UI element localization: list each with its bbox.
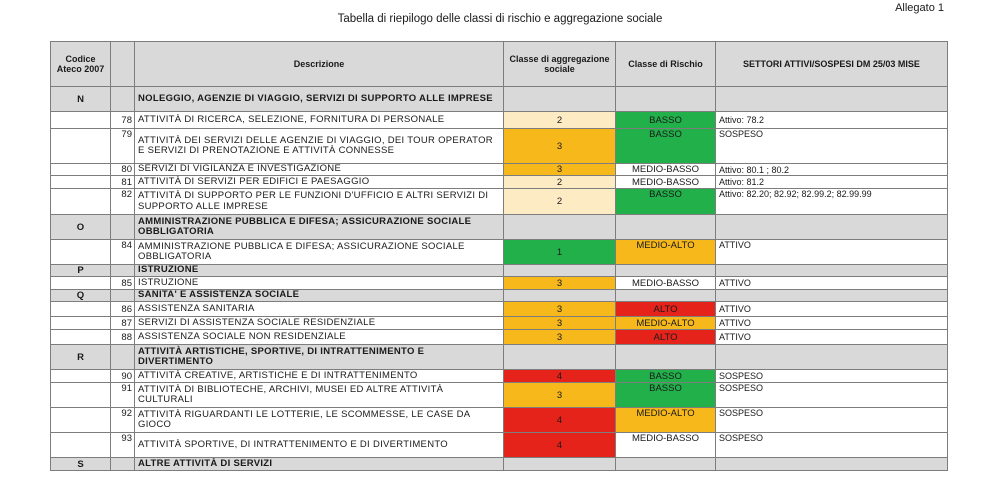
settori-cell: SOSPESO <box>716 370 948 383</box>
risk-class-cell: MEDIO-ALTO <box>616 240 716 265</box>
settori-cell: Attivo: 80.1 ; 80.2 <box>716 164 948 176</box>
header-rischio: Classe di Rischio <box>616 42 716 87</box>
row-ateco-number: 82 <box>111 189 135 215</box>
row-code-empty <box>51 383 111 408</box>
row-code-empty <box>51 408 111 433</box>
row-description: ATTIVITÀ DEI SERVIZI DELLE AGENZIE DI VIAGGIO, DEI TOUR OPERATOR E SERVIZI DI PRENOTAZIONE E ATTIVITÀ CONNESSE <box>135 129 504 164</box>
row-description: ISTRUZIONE <box>135 277 504 290</box>
section-spacer <box>111 458 135 471</box>
section-settori-empty <box>716 345 948 370</box>
section-risk-empty <box>616 345 716 370</box>
risk-class-cell: ALTO <box>616 302 716 317</box>
aggregation-class-cell: 3 <box>504 317 616 330</box>
table-row <box>51 330 948 345</box>
row-description: ATTIVITÀ DI BIBLIOTECHE, ARCHIVI, MUSEI ED ALTRE ATTIVITÀ CULTURALI <box>135 383 504 408</box>
settori-cell: ATTIVO <box>716 317 948 330</box>
section-code: S <box>51 458 111 471</box>
row-ateco-number: 87 <box>111 317 135 330</box>
row-ateco-number: 78 <box>111 112 135 129</box>
table-body <box>51 87 948 471</box>
section-code: P <box>51 265 111 277</box>
settori-cell: SOSPESO <box>716 408 948 433</box>
table-row <box>51 408 948 433</box>
row-description: ATTIVITÀ CREATIVE, ARTISTICHE E DI INTRATTENIMENTO <box>135 370 504 383</box>
table-header-row <box>51 42 948 87</box>
table-row <box>51 112 948 129</box>
section-risk-empty <box>616 87 716 112</box>
risk-class-cell: BASSO <box>616 383 716 408</box>
allegato-label: Allegato 1 <box>895 2 944 14</box>
section-spacer <box>111 87 135 112</box>
header-spacer <box>111 42 135 87</box>
row-description: ASSISTENZA SOCIALE NON RESIDENZIALE <box>135 330 504 345</box>
row-description: ATTIVITÀ DI SERVIZI PER EDIFICI E PAESAGGIO <box>135 176 504 189</box>
aggregation-class-cell: 3 <box>504 330 616 345</box>
settori-cell: SOSPESO <box>716 433 948 458</box>
page-title: Tabella di riepilogo delle classi di rischio e aggregazione sociale <box>337 13 663 25</box>
section-code: R <box>51 345 111 370</box>
aggregation-class-cell: 3 <box>504 383 616 408</box>
section-title: NOLEGGIO, AGENZIE DI VIAGGIO, SERVIZI DI SUPPORTO ALLE IMPRESE <box>135 87 504 112</box>
risk-class-cell: BASSO <box>616 370 716 383</box>
aggregation-class-cell: 2 <box>504 189 616 215</box>
row-code-empty <box>51 317 111 330</box>
settori-cell: Attivo: 82.20; 82.92; 82.99.2; 82.99.99 <box>716 189 948 215</box>
risk-class-cell: ALTO <box>616 330 716 345</box>
section-code: N <box>51 87 111 112</box>
section-risk-empty <box>616 215 716 240</box>
aggregation-class-cell: 3 <box>504 277 616 290</box>
section-agg-empty <box>504 215 616 240</box>
row-ateco-number: 85 <box>111 277 135 290</box>
header-codice: Codice Ateco 2007 <box>51 42 111 87</box>
header-settori: SETTORI ATTIVI/SOSPESI DM 25/03 MISE <box>716 42 948 87</box>
aggregation-class-cell: 4 <box>504 408 616 433</box>
section-code: Q <box>51 290 111 302</box>
row-code-empty <box>51 129 111 164</box>
row-ateco-number: 90 <box>111 370 135 383</box>
row-ateco-number: 81 <box>111 176 135 189</box>
section-title: AMMINISTRAZIONE PUBBLICA E DIFESA; ASSICURAZIONE SOCIALE OBBLIGATORIA <box>135 215 504 240</box>
table-row <box>51 383 948 408</box>
section-row <box>51 265 948 277</box>
table-row <box>51 129 948 164</box>
section-risk-empty <box>616 458 716 471</box>
section-settori-empty <box>716 265 948 277</box>
table-row <box>51 277 948 290</box>
row-code-empty <box>51 240 111 265</box>
section-row <box>51 87 948 112</box>
aggregation-class-cell: 2 <box>504 176 616 189</box>
section-agg-empty <box>504 290 616 302</box>
section-spacer <box>111 215 135 240</box>
row-description: AMMINISTRAZIONE PUBBLICA E DIFESA; ASSICURAZIONE SOCIALE OBBLIGATORIA <box>135 240 504 265</box>
settori-cell: Attivo: 81.2 <box>716 176 948 189</box>
row-description: ATTIVITÀ SPORTIVE, DI INTRATTENIMENTO E DI DIVERTIMENTO <box>135 433 504 458</box>
row-ateco-number: 91 <box>111 383 135 408</box>
section-settori-empty <box>716 290 948 302</box>
table-row <box>51 240 948 265</box>
settori-cell: ATTIVO <box>716 240 948 265</box>
row-description: ASSISTENZA SANITARIA <box>135 302 504 317</box>
row-ateco-number: 84 <box>111 240 135 265</box>
risk-class-cell: MEDIO-BASSO <box>616 277 716 290</box>
header-aggregazione: Classe di aggregazione sociale <box>504 42 616 87</box>
table-row <box>51 176 948 189</box>
row-code-empty <box>51 176 111 189</box>
section-row <box>51 345 948 370</box>
row-ateco-number: 80 <box>111 164 135 176</box>
settori-cell: SOSPESO <box>716 129 948 164</box>
settori-cell: ATTIVO <box>716 277 948 290</box>
settori-cell: SOSPESO <box>716 383 948 408</box>
table-row <box>51 189 948 215</box>
row-ateco-number: 93 <box>111 433 135 458</box>
section-agg-empty <box>504 87 616 112</box>
row-code-empty <box>51 370 111 383</box>
settori-cell: ATTIVO <box>716 330 948 345</box>
section-risk-empty <box>616 290 716 302</box>
table-row <box>51 370 948 383</box>
row-ateco-number: 92 <box>111 408 135 433</box>
section-title: ISTRUZIONE <box>135 265 504 277</box>
section-code: O <box>51 215 111 240</box>
row-description: SERVIZI DI ASSISTENZA SOCIALE RESIDENZIALE <box>135 317 504 330</box>
row-code-empty <box>51 112 111 129</box>
row-code-empty <box>51 330 111 345</box>
row-description: SERVIZI DI VIGILANZA E INVESTIGAZIONE <box>135 164 504 176</box>
section-spacer <box>111 265 135 277</box>
risk-class-cell: MEDIO-BASSO <box>616 433 716 458</box>
aggregation-class-cell: 4 <box>504 370 616 383</box>
section-title: SANITA' E ASSISTENZA SOCIALE <box>135 290 504 302</box>
row-ateco-number: 88 <box>111 330 135 345</box>
section-agg-empty <box>504 458 616 471</box>
risk-class-cell: MEDIO-ALTO <box>616 408 716 433</box>
aggregation-class-cell: 3 <box>504 302 616 317</box>
row-code-empty <box>51 164 111 176</box>
risk-class-cell: MEDIO-ALTO <box>616 317 716 330</box>
table-row <box>51 302 948 317</box>
risk-class-cell: BASSO <box>616 129 716 164</box>
row-code-empty <box>51 302 111 317</box>
section-settori-empty <box>716 458 948 471</box>
row-ateco-number: 86 <box>111 302 135 317</box>
aggregation-class-cell: 3 <box>504 129 616 164</box>
section-settori-empty <box>716 215 948 240</box>
row-ateco-number: 79 <box>111 129 135 164</box>
aggregation-class-cell: 1 <box>504 240 616 265</box>
section-risk-empty <box>616 265 716 277</box>
table-row <box>51 317 948 330</box>
risk-class-cell: BASSO <box>616 112 716 129</box>
section-settori-empty <box>716 87 948 112</box>
section-row <box>51 290 948 302</box>
section-title: ALTRE ATTIVITÀ DI SERVIZI <box>135 458 504 471</box>
section-spacer <box>111 345 135 370</box>
risk-class-cell: BASSO <box>616 189 716 215</box>
row-description: ATTIVITÀ RIGUARDANTI LE LOTTERIE, LE SCOMMESSE, LE CASE DA GIOCO <box>135 408 504 433</box>
settori-cell: Attivo: 78.2 <box>716 112 948 129</box>
section-spacer <box>111 290 135 302</box>
row-description: ATTIVITÀ DI RICERCA, SELEZIONE, FORNITURA DI PERSONALE <box>135 112 504 129</box>
risk-class-cell: MEDIO-BASSO <box>616 176 716 189</box>
table-row <box>51 164 948 176</box>
section-row <box>51 458 948 471</box>
section-agg-empty <box>504 345 616 370</box>
row-code-empty <box>51 433 111 458</box>
row-description: ATTIVITÀ DI SUPPORTO PER LE FUNZIONI D'UFFICIO E ALTRI SERVIZI DI SUPPORTO ALLE IMPRESE <box>135 189 504 215</box>
section-agg-empty <box>504 265 616 277</box>
header-descrizione: Descrizione <box>135 42 504 87</box>
risk-table <box>50 41 948 471</box>
row-code-empty <box>51 189 111 215</box>
section-row <box>51 215 948 240</box>
table-row <box>51 433 948 458</box>
settori-cell: ATTIVO <box>716 302 948 317</box>
risk-class-cell: MEDIO-BASSO <box>616 164 716 176</box>
row-code-empty <box>51 277 111 290</box>
aggregation-class-cell: 2 <box>504 112 616 129</box>
aggregation-class-cell: 3 <box>504 164 616 176</box>
aggregation-class-cell: 4 <box>504 433 616 458</box>
section-title: ATTIVITÀ ARTISTICHE, SPORTIVE, DI INTRATTENIMENTO E DIVERTIMENTO <box>135 345 504 370</box>
